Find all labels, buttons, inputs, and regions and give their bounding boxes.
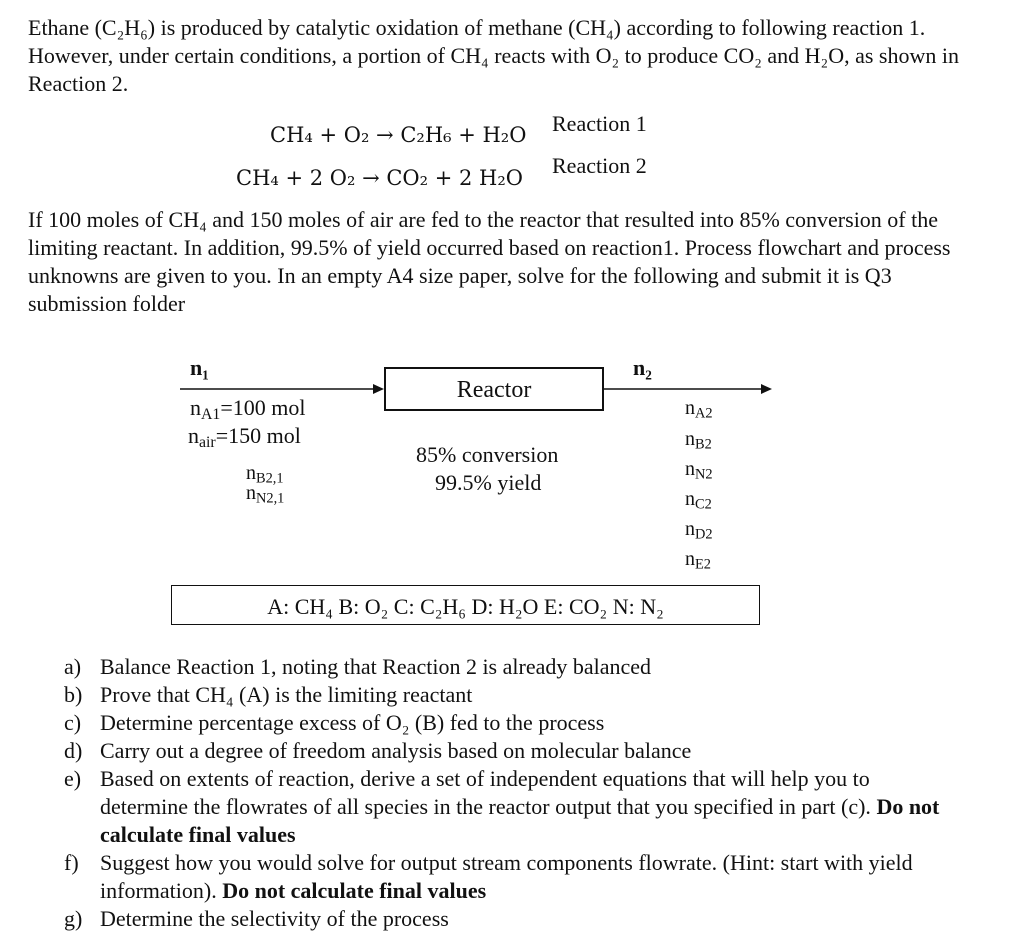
feed-oxygen: $n_{B2,1}$ (246, 462, 284, 487)
question-item: c) Determine percentage excess of O₂ (B) fed to the process (64, 710, 605, 735)
species-legend: A: CH₄ B: O₂ C: C₂H₆ D: H₂O E: CO₂ N: N₂ (267, 594, 664, 619)
outlet-stream-label: n₂ (633, 355, 652, 380)
reactor-box (384, 367, 604, 411)
problem-paragraph: If 100 moles of CH₄ and 150 moles of air are fed to the reactor that resulted into 85% conversion of the limiting reactant. In addition, 99.5% of yield occurred based on reaction1. Process flowchart and process unknowns are given to you. In an empty A4 size paper, solve for the following and submit it is Q3 submission folder (28, 207, 951, 316)
reaction-2-equation: CH₄ + 2 O₂ → CO₂ + 2 H₂O (236, 166, 523, 190)
question-list (64, 653, 944, 933)
feed-methane: $n_{A1}=100$ mol (190, 395, 306, 423)
out-n: $n_{N2}$ (685, 458, 713, 483)
question-item: b) Prove that CH₄ (A) is the limiting reactant (64, 682, 473, 707)
question-item: f) Suggest how you would solve for output stream components flowrate. (Hint: start with yield information). Do not calculate final values (64, 850, 913, 903)
species-legend-box (171, 585, 760, 625)
question-item: e) Based on extents of reaction, derive a set of independent equations that will help you to determine the flowrates of all species in the reactor output that you specified in part (c). Do not calculate final values (64, 766, 940, 847)
out-a: $n_{A2}$ (685, 397, 713, 422)
out-c: $n_{C2}$ (685, 488, 712, 513)
question-item: a) Balance Reaction 1, noting that Reaction 2 is already balanced (64, 654, 652, 679)
outlet-arrowhead (761, 384, 772, 394)
intro-paragraph: Ethane (C₂H₆) is produced by catalytic oxidation of methane (CH₄) according to following reaction 1. However, under certain conditions, a portion of CH₄ reacts with O₂ to produce CO₂ and H₂O, as shown in Reaction 2. (28, 15, 959, 96)
reaction-2-label: Reaction 2 (552, 153, 647, 178)
inlet-stream-label: n₁ (190, 355, 209, 380)
question-item: d) Carry out a degree of freedom analysis based on molecular balance (64, 738, 692, 763)
reactor-label: Reactor (456, 377, 532, 403)
question-item: g) Determine the selectivity of the process (64, 906, 449, 931)
yield-label: 99.5% yield (435, 470, 542, 495)
question-emphasis: Do not calculate final values (222, 878, 487, 903)
feed-air: $n_{air}=150$ mol (188, 423, 301, 451)
conversion-label: 85% conversion (416, 442, 559, 467)
question-emphasis: Do not calculate final values (100, 794, 940, 847)
inlet-arrowhead (373, 384, 384, 394)
out-b: $n_{B2}$ (685, 428, 712, 453)
feed-nitrogen: $n_{N2,1}$ (246, 482, 285, 507)
out-d: $n_{D2}$ (685, 518, 713, 543)
reaction-1-label: Reaction 1 (552, 111, 647, 136)
out-e: $n_{E2}$ (685, 548, 711, 573)
reaction-1-equation: CH₄ + O₂ → C₂H₆ + H₂O (270, 123, 527, 147)
